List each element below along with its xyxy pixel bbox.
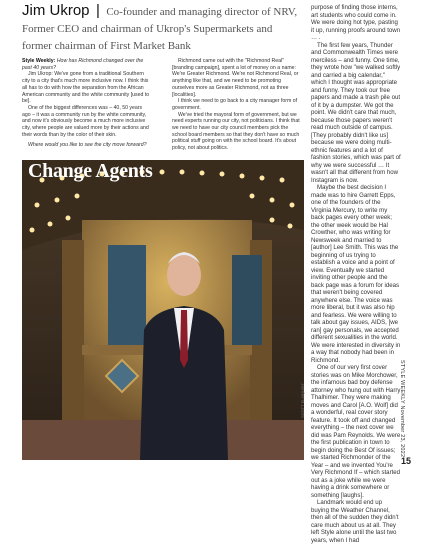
question-1 (22, 58, 150, 71)
subject-role: Co-founder and managing director of NRV, Former CEO and chairman of Ukrop's Supermarkets and former chairman of First Market Bank (22, 6, 298, 52)
interview-column-1 (22, 58, 150, 149)
body-paragraph-4: One of our very first cover stories was on Mike Morchower, the infamous bad boy defense attorney who hung out with Harry Thalhimer. They were making moves and Carol [A.O. Wolf] did a wonderful, real cover story feature. It took off and changed everything – the next cover we did was Pam Reynolds. We were the first publication in town to begin doing the Best Of issues; we started Richmonder of the Year – and we invented You're Very Richmond If – which started out as a joke while we were having a drink somewhere or something [laughs]. (311, 364, 401, 499)
body-paragraph-1: purpose of finding those interns, art students who could come in. We were doing hot type, pasting it up, running proofs around town … . (311, 4, 401, 41)
answer-paragraph-2: One of the biggest differences was – 40, 50 years ago – it was a community run by the white community, and now it's obviously become a much more inclusive city, where people are valued more by their actions and their words than by the color of their skin. (22, 104, 149, 138)
answer-paragraph-5: We've tried the mayoral form of government, but we need experts running our city, not politicians. I think that we need to have our city council members pick the school board members so that they don't have so much political stuff going on with the school board. It's about policy, not about politics. (172, 111, 300, 152)
question-2: Where would you like to see the city move forward? (28, 142, 147, 149)
answer-paragraph-1: Jim Ukrop: We've gone from a traditional Southern city to a city that's much more inclusive now. I think this all has to do with how the separation from the African American community and the white community [used to be]. (22, 71, 150, 105)
interview-column-2 (172, 58, 302, 152)
theater-scene-illustration (22, 160, 304, 460)
subject-name: Jim Ukrop (22, 2, 90, 19)
body-paragraph-3: Maybe the best decision I made was to hire Garrett Epps, one of the founders of the Virginia Mercury, to write my back pages every other week; the other week would be Hal Crowther, who was writing for Newsweek and married to [author] Lee Smith. This was the beginning of us trying to establish a voice and a point of view. Eventually we started inviting other people and the back page was a forum for ideas that weren't being covered anywhere else. The voice was more liberal, but it was also hip and fearless. We were willing to talk about gay issues, AIDS, [we ran] gay personals, we accepted different sexualities in the world. We were interested in diversity in a way that nobody had been in Richmond. (311, 184, 401, 364)
page-number: 15 (401, 456, 412, 466)
body-paragraph-2: The first few years, Thunder and Commonwealth Times were merciless – and funny. One time, they wrote how "we walked softly and carried a big calendar," which I thought was appropriate and funny. They took our free papers and made a trash pile out of it by a dumpster. We got the point. We didn't care that much, because those papers weren't read much outside of campus. [They probably didn't like us] because we were doing multi-ethnic features and a lot of fashion stories, which was part of why we were successful … It wasn't all that different from how Instagram is now. (311, 41, 401, 184)
answer-paragraph-4: I think we need to go back to a city manager form of government. (172, 98, 298, 111)
body-paragraph-5: Landmark would end up buying the Weather Channel, then all of the sudden they didn't care much about us at all. They left Style alone until the last two years, when I had (311, 499, 399, 544)
article-header (22, 3, 304, 54)
photo-credit: SCOTT ELMQUIST (300, 382, 305, 418)
publication-footer: STYLE WEEKLY November 23, 2022 (399, 360, 405, 458)
feature-title: Change Agents (28, 160, 153, 182)
question-label: Style Weekly: (22, 58, 56, 64)
title-separator: | (95, 2, 100, 19)
portrait-photo (22, 160, 304, 460)
answer-paragraph-3: Richmond came out with the "Richmond Real" [branding campaign], spent a lot of money on a name: We're Greater Richmond. We're not Richmond Real, or anything like that, and we need to be promoting ourselves more as Greater Richmond, not as three [localities]. (172, 58, 299, 98)
article-column-3 (311, 4, 401, 544)
question-text: How has Richmond changed over the past 40 years? (22, 58, 144, 71)
